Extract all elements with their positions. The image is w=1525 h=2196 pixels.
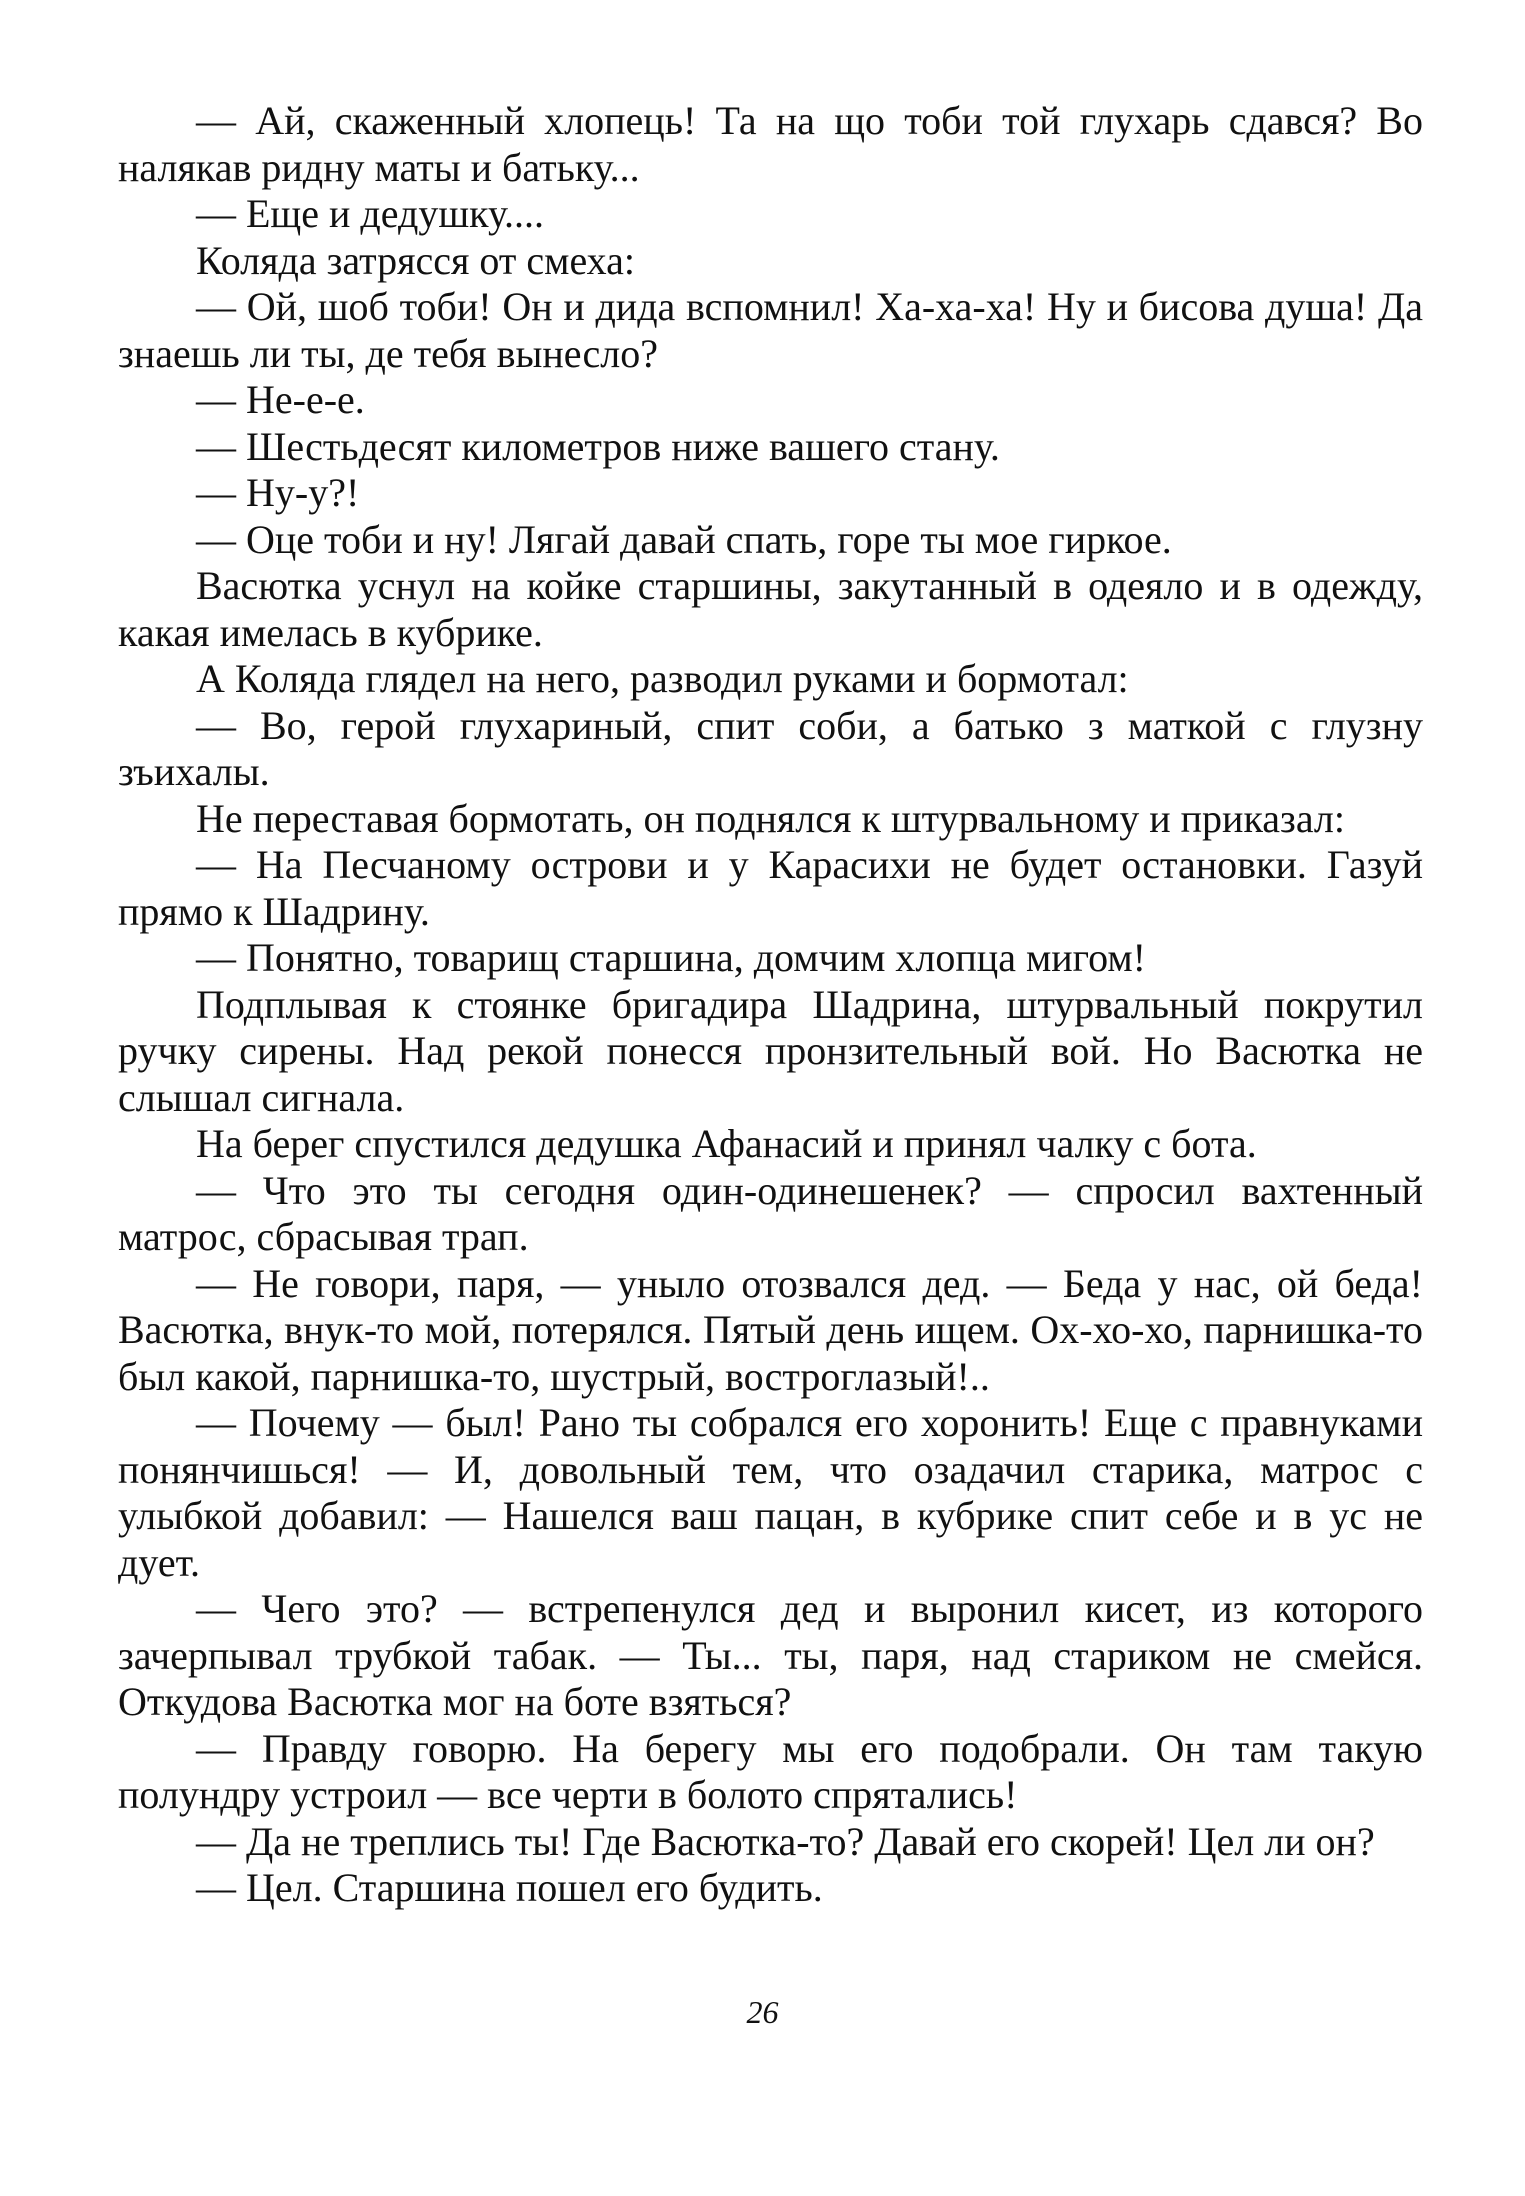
paragraph: — На Песчаному острови и у Карасихи не будет остановки. Газуй прямо к Шадрину. bbox=[118, 842, 1423, 934]
paragraph: — Почему — был! Рано ты собрался его хоронить! Еще с правнуками понянчишься! — И, довольный тем, что озадачил старика, матрос с улыбкой добавил: — Нашелся ваш пацан, в кубрике спит себе и в ус не дует. bbox=[118, 1400, 1423, 1585]
paragraph: — Оце тоби и ну! Лягай давай спать, горе ты мое гиркое. bbox=[196, 516, 1172, 562]
paragraph: — Ай, скаженный хлопець! Та на що тоби той глухарь сдався? Во налякав ридну маты и батьку... bbox=[118, 98, 1423, 190]
paragraph: — Понятно, товарищ старшина, домчим хлопца мигом! bbox=[196, 935, 1146, 980]
paragraph: — Шестьдесят километров ниже вашего стану. bbox=[196, 423, 1000, 469]
paragraph: Коляда затрясся от смеха: bbox=[196, 237, 636, 283]
paragraph: — Что это ты сегодня один-одинешенек? — спросил вахтенный матрос, сбрасывая трап. bbox=[118, 1167, 1423, 1259]
page-number: 26 bbox=[746, 1994, 779, 2030]
paragraph: Не переставая бормотать, он поднялся к штурвальному и приказал: bbox=[196, 795, 1346, 841]
paragraph: — Правду говорю. На берегу мы его подобрали. Он там такую полундру устроил — все черти в болото спрятались! bbox=[118, 1725, 1423, 1817]
paragraph: — Ой, шоб тоби! Он и дида вспомнил! Ха-ха-ха! Ну и бисова душа! Да знаешь ли ты, де тебя вынесло? bbox=[118, 284, 1423, 376]
paragraph: На берег спустился дедушка Афанасий и принял чалку с бота. bbox=[196, 1121, 1257, 1166]
page-body bbox=[118, 98, 1423, 1912]
paragraph: — Не говори, паря, — уныло отозвался дед. — Беда у нас, ой беда! Васютка, внук-то мой, потерялся. Пятый день ищем. Ох-хо-хо, парнишка-то был какой, парнишка-то, шустрый, востроглазый!.. bbox=[118, 1260, 1423, 1399]
paragraph: Васютка уснул на койке старшины, закутанный в одеяло и в одежду, какая имелась в кубрике. bbox=[118, 563, 1423, 655]
paragraph: Подплывая к стоянке бригадира Шадрина, штурвальный покрутил ручку сирены. Над рекой понесся пронзительный вой. Но Васютка не слышал сигнала. bbox=[118, 981, 1423, 1120]
paragraph: А Коляда глядел на него, разводил руками и бормотал: bbox=[196, 656, 1129, 701]
paragraph: — Да не треплись ты! Где Васютка-то? Давай его скорей! Цел ли он? bbox=[196, 1818, 1375, 1864]
paragraph: — Во, герой глухариный, спит соби, а батько з маткой с глузну зъихалы. bbox=[118, 702, 1423, 794]
paragraph: — Не-е-е. bbox=[196, 377, 365, 422]
paragraph: — Ну-у?! bbox=[196, 470, 360, 515]
paragraph: — Чего это? — встрепенулся дед и выронил кисет, из которого зачерпывал трубкой табак. — Ты... ты, паря, над стариком не смейся. Откудова Васютка мог на боте взяться? bbox=[118, 1586, 1423, 1724]
paragraph: — Еще и дедушку.... bbox=[196, 191, 544, 236]
paragraph: — Цел. Старшина пошел его будить. bbox=[196, 1865, 823, 1910]
